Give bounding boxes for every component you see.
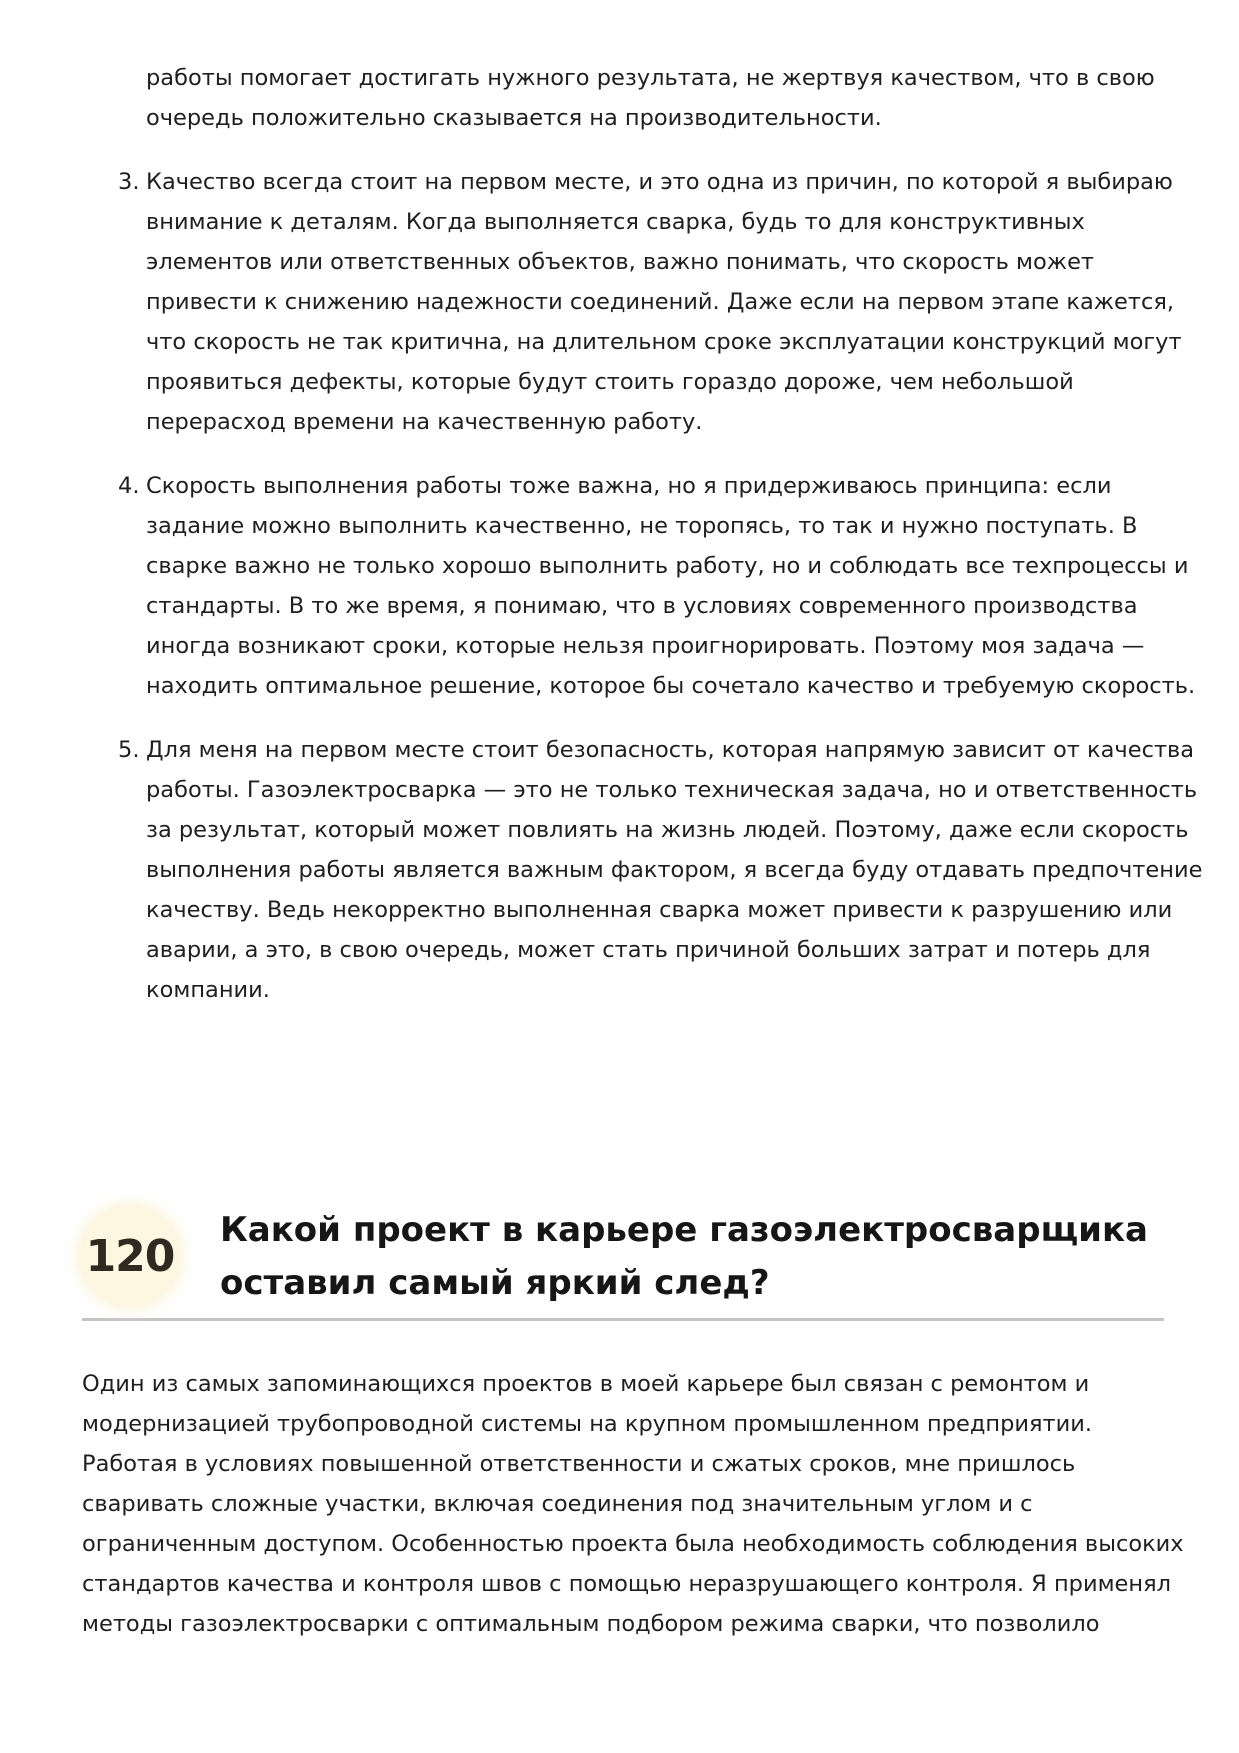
question-header <box>82 1188 1164 1321</box>
text-line: иногда возникают сроки, которые нельзя проигнорировать. Поэтому моя задача — <box>146 633 1145 659</box>
text-line: Один из самых запоминающихся проектов в моей карьере был связан с ремонтом и <box>82 1371 1090 1397</box>
text-line: проявиться дефекты, которые будут стоить гораздо дороже, чем небольшой <box>146 369 1074 395</box>
question-title <box>220 1204 1160 1310</box>
text-line: сварке важно не только хорошо выполнить работу, но и соблюдать все техпроцессы и <box>146 553 1189 579</box>
text-line: привести к снижению надежности соединений. Даже если на первом этапе кажется, <box>146 289 1175 315</box>
text-line: что скорость не так критична, на длительном сроке эксплуатации конструкций могут <box>146 329 1182 355</box>
text-line: стандартов качества и контроля швов с помощью неразрушающего контроля. Я применял <box>82 1571 1172 1597</box>
text-line: находить оптимальное решение, которое бы сочетало качество и требуемую скорость. <box>146 673 1196 699</box>
text-line: компании. <box>146 977 270 1003</box>
text-line: Для меня на первом месте стоит безопасность, которая напрямую зависит от качества <box>146 737 1195 763</box>
question-number-badge: 120 <box>82 1208 178 1304</box>
list-item-number: 5. <box>118 737 140 763</box>
list-item <box>118 162 1182 442</box>
text-line: работы. Газоэлектросварка — это не только техническая задача, но и ответственность <box>146 777 1198 803</box>
list-item-number: 4. <box>118 473 140 499</box>
text-line: очередь положительно сказывается на производительности. <box>146 105 882 131</box>
list-item <box>118 730 1203 1010</box>
text-line: аварии, а это, в свою очередь, может стать причиной больших затрат и потерь для <box>146 937 1151 963</box>
text-line: внимание к деталям. Когда выполняется сварка, будь то для конструктивных <box>146 209 1085 235</box>
text-line: элементов или ответственных объектов, важно понимать, что скорость может <box>146 249 1095 275</box>
text-line: выполнения работы является важным фактором, я всегда буду отдавать предпочтение <box>146 857 1203 883</box>
text-line: качеству. Ведь некорректно выполненная сварка может привести к разрушению или <box>146 897 1173 923</box>
text-line: Скорость выполнения работы тоже важна, но я придерживаюсь принципа: если <box>146 473 1112 499</box>
numbered-list <box>118 58 1203 1034</box>
text-line: перерасход времени на качественную работу. <box>146 409 703 435</box>
text-line: методы газоэлектросварки с оптимальным подбором режима сварки, что позволило <box>82 1611 1100 1637</box>
answer-paragraph <box>82 1364 1184 1644</box>
title-line: оставил самый яркий след? <box>220 1263 770 1303</box>
text-line: сваривать сложные участки, включая соединения под значительным углом и с <box>82 1491 1033 1517</box>
list-item-number: 3. <box>118 169 140 195</box>
text-line: Работая в условиях повышенной ответственности и сжатых сроков, мне пришлось <box>82 1451 1076 1477</box>
text-line: за результат, который может повлиять на жизнь людей. Поэтому, даже если скорость <box>146 817 1189 843</box>
text-line: задание можно выполнить качественно, не торопясь, то так и нужно поступать. В <box>146 513 1138 539</box>
text-line: стандарты. В то же время, я понимаю, что в условиях современного производства <box>146 593 1138 619</box>
text-line: работы помогает достигать нужного результата, не жертвуя качеством, что в свою <box>146 65 1155 91</box>
text-line: ограниченным доступом. Особенностью проекта была необходимость соблюдения высоких <box>82 1531 1184 1557</box>
text-line: Качество всегда стоит на первом месте, и это одна из причин, по которой я выбираю <box>146 169 1173 195</box>
title-line: Какой проект в карьере газоэлектросварщика <box>220 1210 1148 1250</box>
list-item <box>118 58 1168 138</box>
text-line: модернизацией трубопроводной системы на крупном промышленном предприятии. <box>82 1411 1093 1437</box>
list-item <box>118 466 1196 706</box>
